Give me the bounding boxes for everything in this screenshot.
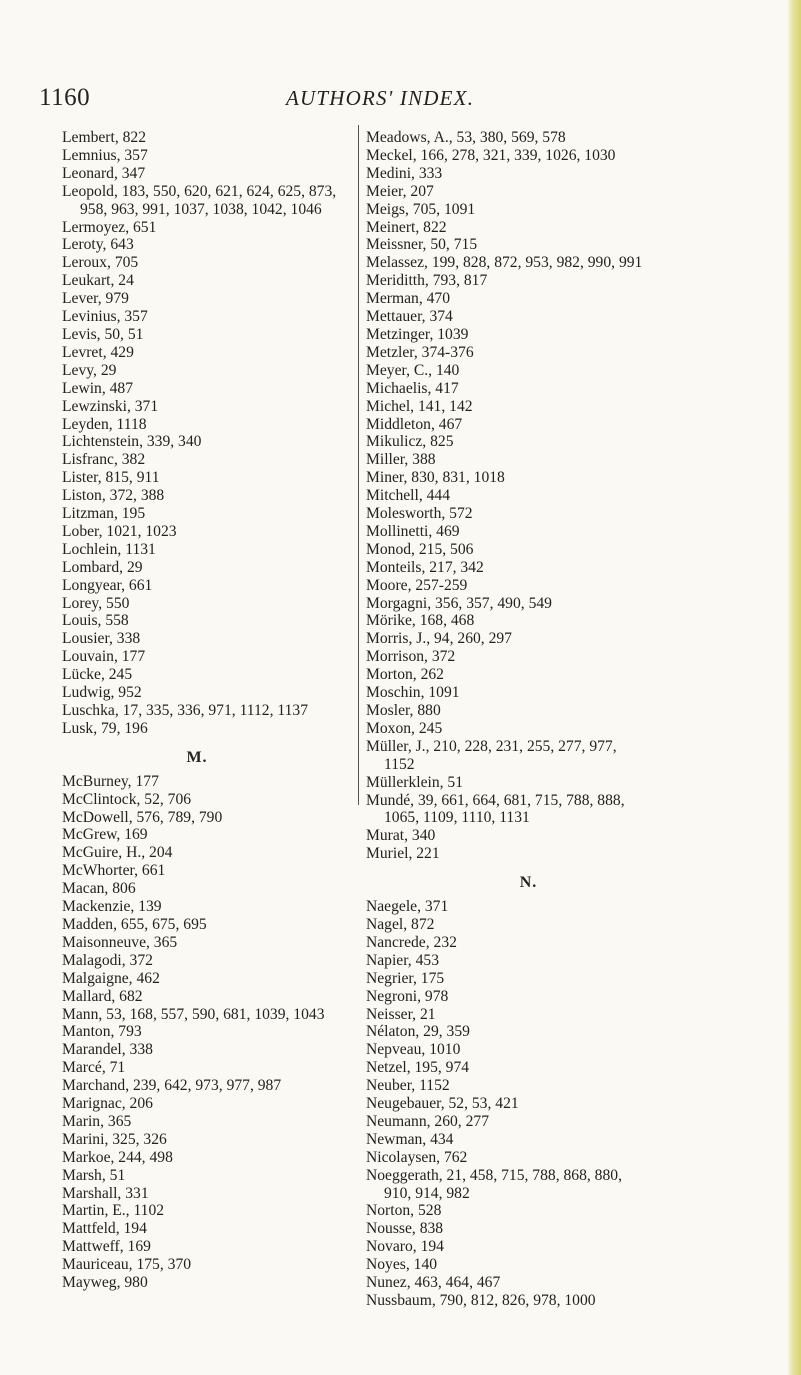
index-entry: [62, 129, 336, 147]
index-entry: [62, 487, 336, 505]
index-entry: [366, 934, 691, 952]
index-entry: [366, 487, 691, 505]
index-entry: [366, 630, 691, 648]
index-entry: [62, 1274, 336, 1292]
index-entry-text: Marini, 325, 326: [62, 1130, 167, 1148]
index-entry-text: Lober, 1021, 1023: [62, 522, 177, 540]
index-entry: [62, 934, 336, 952]
index-entry: [62, 416, 336, 434]
index-entry: [366, 774, 691, 792]
column-divider: [358, 125, 359, 805]
index-entry-text: Nancrede, 232: [366, 933, 457, 951]
index-entry: [62, 541, 336, 559]
index-entry-text: Mundé, 39, 661, 664, 681, 715, 788, 888,: [366, 791, 625, 809]
index-entry: [62, 988, 336, 1006]
index-entry-text: Meissner, 50, 715: [366, 236, 478, 254]
index-entry-text: Lichtenstein, 339, 340: [62, 433, 202, 451]
index-entry-text: Luschka, 17, 335, 336, 971, 1112, 1137: [62, 702, 309, 719]
index-entry-text: Neisser, 21: [366, 1005, 436, 1023]
index-entry-text: Levinius, 357: [62, 308, 148, 326]
index-entry-text: Lemnius, 357: [62, 146, 148, 164]
index-entry-text: Neumann, 260, 277: [366, 1112, 489, 1130]
index-entry-text: Newman, 434: [366, 1130, 454, 1148]
index-entry: [62, 1256, 336, 1274]
index-entry-text: Litzman, 195: [62, 505, 146, 523]
index-entry: [62, 612, 336, 630]
index-entry: [62, 451, 336, 469]
index-entry-text: Mackenzie, 139: [62, 898, 162, 916]
index-entry: [62, 970, 336, 988]
index-entry: [366, 792, 691, 828]
index-entry: [366, 290, 691, 308]
index-entry-text: McDowell, 576, 789, 790: [62, 808, 223, 826]
index-entry: [366, 648, 691, 666]
index-entry-text: Longyear, 661: [62, 576, 153, 594]
index-entry-text: Lembert, 822: [62, 129, 147, 146]
index-entry-text: Lochlein, 1131: [62, 540, 156, 558]
index-entry-text: Naegele, 371: [366, 898, 449, 916]
index-entry: [366, 326, 691, 344]
index-entry-text: Netzel, 195, 974: [366, 1059, 470, 1077]
index-entry-text: Morton, 262: [366, 666, 444, 684]
index-entry-text: Meyer, C., 140: [366, 361, 460, 379]
index-entry: [366, 523, 691, 541]
index-entry: [62, 559, 336, 577]
index-entry: [366, 720, 691, 738]
index-entry-text: Marin, 365: [62, 1112, 132, 1130]
index-entry: [366, 1131, 691, 1149]
index-entry-text: Nicolaysen, 762: [366, 1148, 468, 1166]
index-entry: [62, 898, 336, 916]
index-entry: [62, 648, 336, 666]
index-entry-text: Nousse, 838: [366, 1220, 444, 1238]
index-entry: [366, 916, 691, 934]
index-entry-text: Meadows, A., 53, 380, 569, 578: [366, 129, 566, 146]
index-entry: [62, 236, 336, 254]
index-entry: [366, 1238, 691, 1256]
index-entry-text: Mörike, 168, 468: [366, 612, 475, 630]
index-entry-text: Mallard, 682: [62, 987, 143, 1005]
index-entry-text: Meinert, 822: [366, 218, 447, 236]
index-entry: [62, 952, 336, 970]
index-entry: [366, 165, 691, 183]
index-entry-text: Norton, 528: [366, 1202, 442, 1220]
index-entry: [62, 505, 336, 523]
index-entry-text: Markoe, 244, 498: [62, 1148, 173, 1166]
index-entry: [62, 720, 336, 738]
index-entry-text: Mettauer, 374: [366, 308, 453, 326]
index-entry-text: Mann, 53, 168, 557, 590, 681, 1039, 1043: [62, 1005, 325, 1023]
page-edge-discoloration: [787, 0, 801, 1375]
index-entry: [366, 254, 691, 272]
entries-n-list: [366, 898, 691, 1310]
index-entry: [62, 1077, 336, 1095]
index-entry: [366, 236, 691, 254]
index-entry: [366, 827, 691, 845]
index-entry: [366, 898, 691, 916]
index-entry: [366, 1256, 691, 1274]
index-entry: [62, 1238, 336, 1256]
index-entry-text: Louvain, 177: [62, 648, 146, 666]
index-entry: [366, 416, 691, 434]
index-entry: [62, 254, 336, 272]
index-entry: [62, 219, 336, 237]
index-entry-text: Mattweff, 169: [62, 1238, 151, 1256]
index-entry: [62, 433, 336, 451]
index-entry-text: Moore, 257-259: [366, 576, 468, 594]
index-entry: [62, 1202, 336, 1220]
index-entry: [366, 1077, 691, 1095]
index-entry-text: Leopold, 183, 550, 620, 621, 624, 625, 873,: [62, 182, 337, 200]
index-entry-text: Lermoyez, 651: [62, 218, 157, 236]
index-entry-text: Michaelis, 417: [366, 379, 459, 397]
index-entry: [366, 1113, 691, 1131]
index-entry: [62, 272, 336, 290]
index-entry: [62, 1041, 336, 1059]
index-entry: [62, 380, 336, 398]
index-entry: [62, 826, 336, 844]
index-entry: [62, 1131, 336, 1149]
index-entry: [62, 147, 336, 165]
index-entry-text: Meriditth, 793, 817: [366, 272, 488, 290]
index-entry-text: Mauriceau, 175, 370: [62, 1256, 192, 1274]
index-entry-text: Moxon, 245: [366, 719, 443, 737]
index-entry: [62, 1220, 336, 1238]
index-entry: [366, 595, 691, 613]
index-entry-text: Maisonneuve, 365: [62, 933, 178, 951]
index-entry-text: Novaro, 194: [366, 1238, 444, 1256]
index-entry-text: Negrier, 175: [366, 969, 445, 987]
index-entry-text: Nepveau, 1010: [366, 1041, 461, 1059]
index-entry: [62, 666, 336, 684]
index-entry: [366, 952, 691, 970]
index-entry-text: Morris, J., 94, 260, 297: [366, 630, 512, 648]
index-entry: [366, 219, 691, 237]
index-entry: [366, 1292, 691, 1310]
entries-m-list: [62, 773, 336, 1292]
index-entry: [62, 595, 336, 613]
index-entry-text: Morgagni, 356, 357, 490, 549: [366, 594, 552, 612]
index-entry: [62, 1006, 336, 1024]
index-entry-text: Murat, 340: [366, 827, 436, 845]
index-entry: [62, 1095, 336, 1113]
index-entry-text: Lücke, 245: [62, 666, 133, 684]
index-entry-text: Macan, 806: [62, 880, 136, 898]
index-entry-continuation: 1065, 1109, 1110, 1131: [384, 809, 530, 827]
index-entry: [366, 272, 691, 290]
index-entry: [366, 559, 691, 577]
index-entry-text: Nagel, 872: [366, 915, 435, 933]
index-entry-text: McGrew, 169: [62, 826, 148, 844]
index-entry: [366, 1095, 691, 1113]
index-entry: [366, 1274, 691, 1292]
index-entry: [366, 1220, 691, 1238]
index-entry-text: Merman, 470: [366, 290, 451, 308]
index-entry-text: Lewzinski, 371: [62, 397, 159, 415]
index-entry: [366, 451, 691, 469]
index-entry-text: Michel, 141, 142: [366, 397, 473, 415]
index-entry-text: Louis, 558: [62, 612, 129, 630]
index-entry: [366, 1059, 691, 1077]
index-entry-text: Liston, 372, 388: [62, 487, 165, 505]
index-entry: [62, 577, 336, 595]
index-entry-text: Muriel, 221: [366, 845, 440, 863]
section-heading-n: N.: [519, 874, 538, 892]
section-heading-m: M.: [186, 748, 208, 766]
index-entry: [366, 505, 691, 523]
index-entry: [366, 1006, 691, 1024]
index-entry: [62, 862, 336, 880]
index-entry-text: Miner, 830, 831, 1018: [366, 469, 505, 487]
index-entry-text: Marchand, 239, 642, 973, 977, 987: [62, 1077, 282, 1095]
index-entry: [366, 612, 691, 630]
index-entry: [366, 577, 691, 595]
index-entry-continuation: 910, 914, 982: [384, 1184, 470, 1202]
index-entry-text: Lorey, 550: [62, 594, 130, 612]
index-entry-text: Levret, 429: [62, 343, 134, 361]
index-entry: [62, 469, 336, 487]
index-entry-text: Leonard, 347: [62, 164, 146, 182]
index-entry-text: Müller, J., 210, 228, 231, 255, 277, 977,: [366, 737, 617, 755]
index-entry-text: Noyes, 140: [366, 1256, 438, 1274]
index-entry-text: Noeggerath, 21, 458, 715, 788, 868, 880,: [366, 1166, 622, 1184]
index-entry-text: Molesworth, 572: [366, 505, 473, 523]
index-entry: [62, 308, 336, 326]
index-entry-continuation: 1152: [384, 755, 415, 773]
index-entry: [366, 147, 691, 165]
index-entry: [366, 469, 691, 487]
index-entry-text: Medini, 333: [366, 164, 443, 182]
index-entry-text: Marandel, 338: [62, 1041, 153, 1059]
index-entry-text: Moschin, 1091: [366, 684, 460, 702]
index-entry: [366, 1202, 691, 1220]
index-entry: [366, 380, 691, 398]
index-entry: [366, 988, 691, 1006]
index-entry: [62, 844, 336, 862]
index-entry-text: Mosler, 880: [366, 702, 441, 719]
index-entry-text: Neugebauer, 52, 53, 421: [366, 1095, 519, 1113]
index-entry-text: Monteils, 217, 342: [366, 558, 484, 576]
index-entry: [62, 880, 336, 898]
index-entry-text: McClintock, 52, 706: [62, 790, 192, 808]
index-entry: [366, 738, 691, 774]
index-entry: [366, 129, 691, 147]
index-entry-text: Leukart, 24: [62, 272, 134, 290]
index-entry-text: Mitchell, 444: [366, 487, 451, 505]
index-entry: [366, 308, 691, 326]
index-entry: [366, 1023, 691, 1041]
index-entry-text: Mikulicz, 825: [366, 433, 454, 451]
index-entry-text: Marcé, 71: [62, 1059, 126, 1077]
index-entry-text: Leroty, 643: [62, 236, 134, 254]
index-entry-text: Metzler, 374-376: [366, 343, 474, 361]
index-entry: [366, 684, 691, 702]
index-entry-text: Madden, 655, 675, 695: [62, 915, 207, 933]
index-entry-text: Leyden, 1118: [62, 415, 147, 433]
index-entry-text: Nunez, 463, 464, 467: [366, 1274, 501, 1292]
index-entry-text: McBurney, 177: [62, 772, 159, 790]
index-entry: [62, 290, 336, 308]
index-entry: [62, 183, 336, 219]
index-entry-text: Martin, E., 1102: [62, 1202, 165, 1220]
index-entry-text: Morrison, 372: [366, 648, 456, 666]
index-entry: [62, 773, 336, 791]
index-entry-text: Lousier, 338: [62, 630, 141, 648]
index-entry-continuation: 958, 963, 991, 1037, 1038, 1042, 1046: [80, 200, 322, 218]
index-entry-text: Meier, 207: [366, 182, 434, 200]
index-entry-text: Neuber, 1152: [366, 1077, 450, 1095]
index-entry-text: Meigs, 705, 1091: [366, 200, 476, 218]
index-entry: [366, 201, 691, 219]
index-entry: [62, 684, 336, 702]
index-entry-text: Leroux, 705: [62, 254, 139, 272]
index-entry-text: McWhorter, 661: [62, 862, 166, 880]
index-entry: [62, 165, 336, 183]
index-entry-text: Mollinetti, 469: [366, 522, 460, 540]
index-entry: [62, 362, 336, 380]
index-entry-text: Mayweg, 980: [62, 1274, 148, 1292]
index-entry: [62, 326, 336, 344]
index-entry: [62, 1023, 336, 1041]
index-entry-text: Malagodi, 372: [62, 951, 153, 969]
index-entry-text: Nussbaum, 790, 812, 826, 978, 1000: [366, 1292, 596, 1309]
index-entry: [62, 916, 336, 934]
index-entry: [62, 1167, 336, 1185]
index-entry: [62, 809, 336, 827]
entries-l-list: [62, 129, 336, 738]
index-entry: [366, 398, 691, 416]
index-entry: [366, 183, 691, 201]
index-entry-text: Levis, 50, 51: [62, 325, 144, 343]
index-entry: [366, 541, 691, 559]
index-entry: [366, 1149, 691, 1167]
index-entry-text: Ludwig, 952: [62, 684, 142, 702]
index-entry: [366, 1041, 691, 1059]
index-entry: [62, 702, 336, 720]
index-entry: [366, 1167, 691, 1203]
index-entry: [366, 970, 691, 988]
index-entry-text: Lisfranc, 382: [62, 451, 146, 469]
index-entry-text: Marsh, 51: [62, 1166, 126, 1184]
index-entry-text: Marignac, 206: [62, 1095, 153, 1113]
index-entry: [62, 1113, 336, 1131]
index-entry: [62, 1149, 336, 1167]
index-entry-text: Levy, 29: [62, 361, 117, 379]
index-entry-text: Lewin, 487: [62, 379, 134, 397]
index-entry-text: Lusk, 79, 196: [62, 719, 148, 737]
index-entry-text: Lombard, 29: [62, 558, 143, 576]
index-entry-text: Marshall, 331: [62, 1184, 149, 1202]
running-title: AUTHORS' INDEX.: [286, 86, 475, 110]
index-entry: [62, 630, 336, 648]
index-entry: [62, 1059, 336, 1077]
index-entry-text: McGuire, H., 204: [62, 844, 173, 862]
index-entry: [62, 791, 336, 809]
index-entry-text: Middleton, 467: [366, 415, 463, 433]
index-entry-text: Manton, 793: [62, 1023, 142, 1041]
index-entry-text: Malgaigne, 462: [62, 969, 160, 987]
index-entry: [366, 702, 691, 720]
page-header: [0, 84, 801, 118]
index-entry-text: Meckel, 166, 278, 321, 339, 1026, 1030: [366, 146, 616, 164]
index-entry: [366, 845, 691, 863]
index-entry: [62, 398, 336, 416]
index-entry-text: Müllerklein, 51: [366, 773, 464, 791]
index-entry-text: Metzinger, 1039: [366, 325, 469, 343]
index-entry-text: Nélaton, 29, 359: [366, 1023, 470, 1041]
index-entry: [62, 344, 336, 362]
index-entry: [366, 362, 691, 380]
index-entry-text: Napier, 453: [366, 951, 439, 969]
index-entry-text: Miller, 388: [366, 451, 436, 469]
entries-m-continued-list: [366, 129, 691, 863]
page-number: 1160: [39, 84, 91, 111]
index-entry-text: Lister, 815, 911: [62, 469, 160, 487]
index-entry: [366, 344, 691, 362]
index-entry: [366, 666, 691, 684]
left-column: [62, 129, 336, 1292]
index-entry: [62, 1185, 336, 1203]
index-entry: [366, 433, 691, 451]
index-entry-text: Lever, 979: [62, 290, 129, 308]
index-entry-text: Negroni, 978: [366, 987, 449, 1005]
index-entry: [62, 523, 336, 541]
index-entry-text: Mattfeld, 194: [62, 1220, 147, 1238]
index-entry-text: Melassez, 199, 828, 872, 953, 982, 990, 991: [366, 254, 643, 272]
right-column: [366, 129, 691, 1310]
index-entry-text: Monod, 215, 506: [366, 540, 474, 558]
